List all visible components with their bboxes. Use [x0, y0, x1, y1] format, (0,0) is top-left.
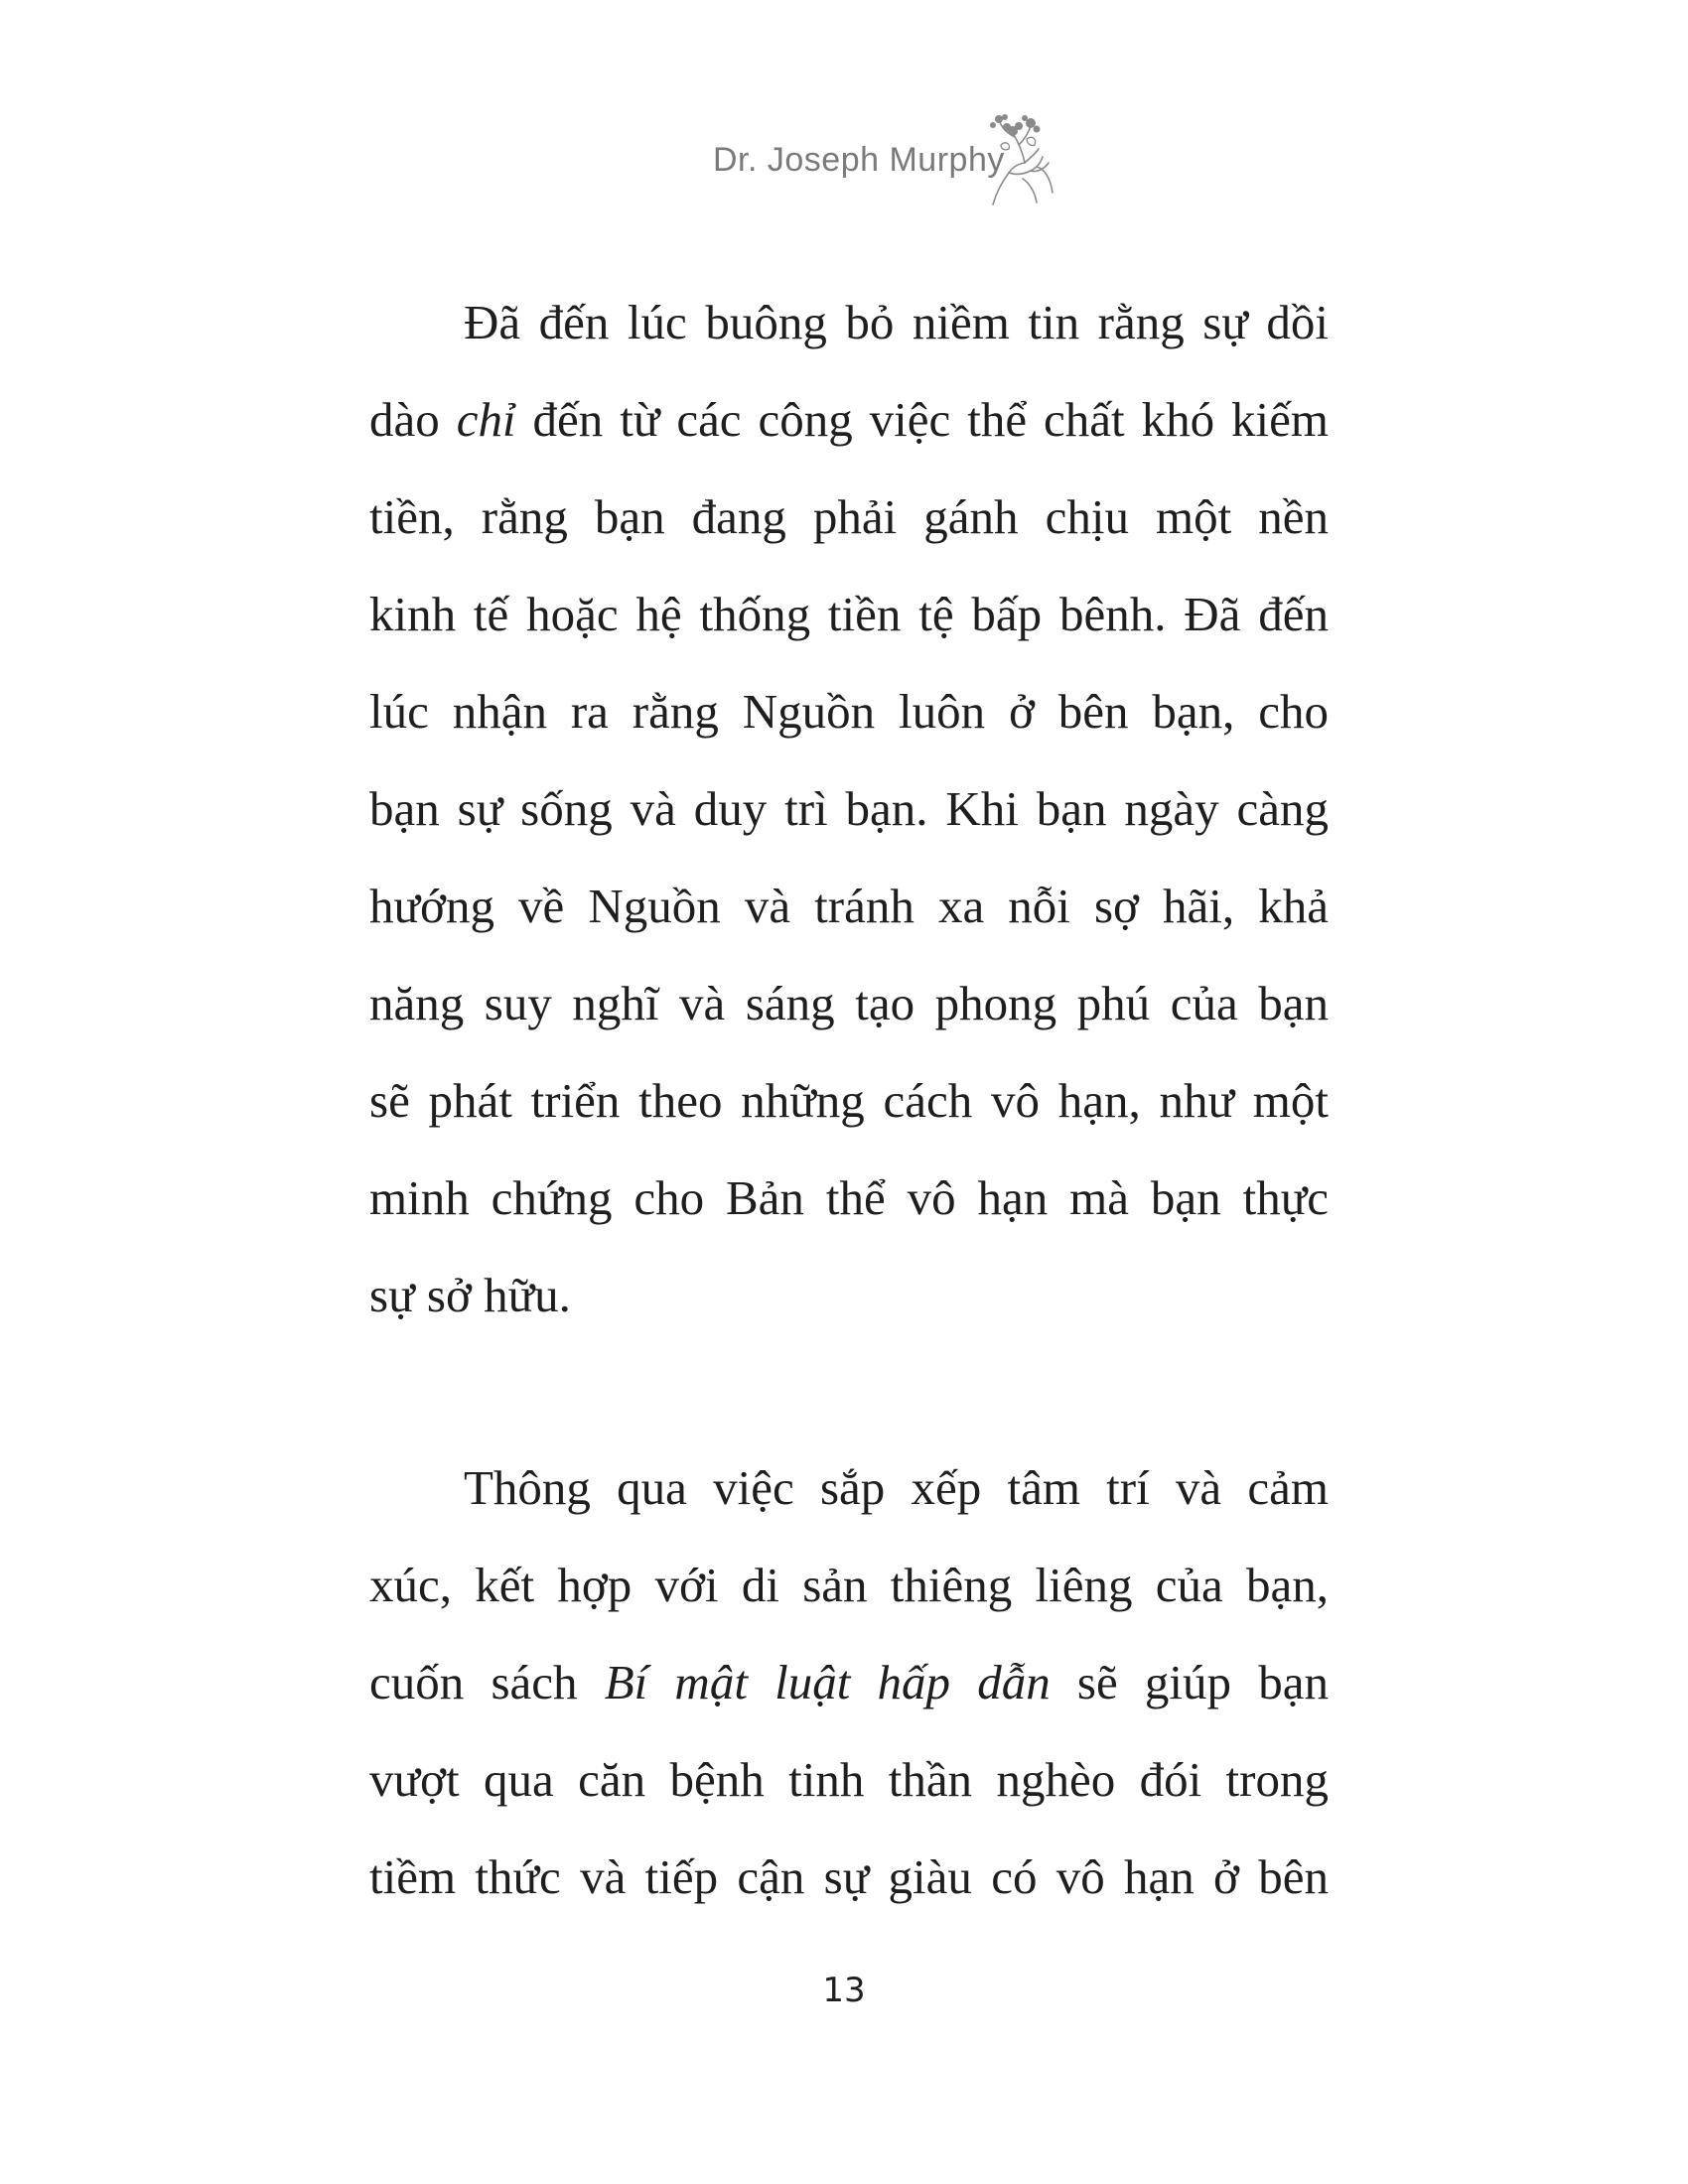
- text-line: dào chỉ đến từ các công việc thể chất khó kiếm: [369, 392, 1330, 447]
- text-line: vượt qua căn bệnh tinh thần nghèo đói trong: [369, 1752, 1329, 1807]
- hand-with-flower-icon: [979, 109, 1058, 208]
- text-line: cuốn sách Bí mật luật hấp dẫn sẽ giúp bạn: [369, 1655, 1329, 1709]
- text-line: hướng về Nguồn và tránh xa nỗi sợ hãi, khả: [369, 879, 1329, 933]
- text-line: lúc nhận ra rằng Nguồn luôn ở bên bạn, cho: [369, 684, 1329, 739]
- text-line: minh chứng cho Bản thể vô hạn mà bạn thực: [369, 1170, 1329, 1225]
- page-body: [369, 274, 1329, 1926]
- text-line: xúc, kết hợp với di sản thiêng liêng của bạn,: [369, 1558, 1329, 1612]
- text-line: tiềm thức và tiếp cận sự giàu có vô hạn ở bên: [369, 1849, 1329, 1904]
- italic-word: chỉ: [456, 392, 516, 447]
- page-number: 13: [822, 1971, 866, 2010]
- paragraph: [369, 274, 1329, 1344]
- paragraph: [369, 1439, 1329, 1926]
- author-name: Dr. Joseph Murphy: [713, 141, 1005, 179]
- text-line: tiền, rằng bạn đang phải gánh chịu một nền: [369, 489, 1329, 544]
- text-line: bạn sự sống và duy trì bạn. Khi bạn ngày càng: [369, 781, 1329, 836]
- text-line: năng suy nghĩ và sáng tạo phong phú của bạn: [369, 976, 1329, 1030]
- running-header: [0, 99, 1688, 208]
- text-line: sẽ phát triển theo những cách vô hạn, như một: [369, 1073, 1329, 1128]
- book-title: Bí mật luật hấp dẫn: [604, 1655, 1051, 1709]
- text-line: sự sở hữu.: [369, 1268, 571, 1322]
- text-line: kinh tế hoặc hệ thống tiền tệ bấp bênh. Đã đến: [369, 587, 1329, 641]
- text-line: Đã đến lúc buông bỏ niềm tin rằng sự dồi: [464, 295, 1329, 349]
- text-line: Thông qua việc sắp xếp tâm trí và cảm: [464, 1460, 1329, 1515]
- paragraph-spacer: [369, 1344, 1329, 1439]
